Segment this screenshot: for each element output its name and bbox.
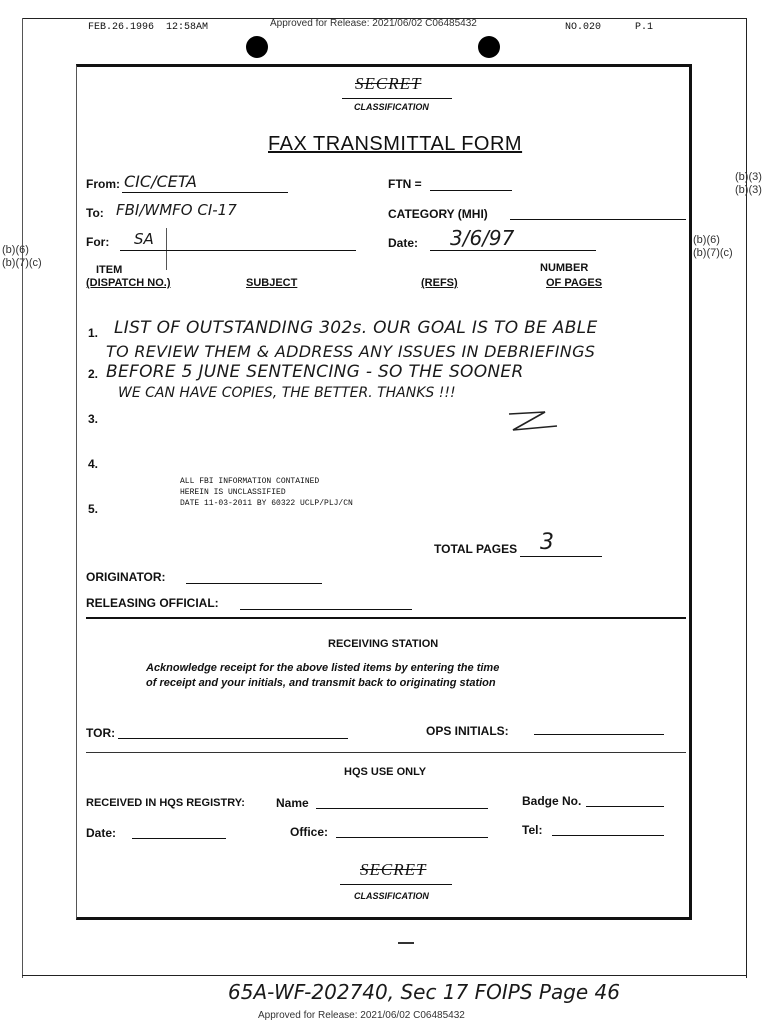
category-line [510,219,686,220]
receiving-instruction-1: Acknowledge receipt for the above listed items by entering the time [146,662,500,674]
hqs-badge-line [586,806,664,807]
footer-handwritten-reference: 65A-WF-202740, Sec 17 FOIPS Page 46 [228,980,621,1004]
ops-initials-label: OPS INITIALS: [426,724,509,738]
receiving-instruction-2: of receipt and your initials, and transmit back to originating station [146,677,496,689]
hqs-registry-label: RECEIVED IN HQS REGISTRY: [86,797,245,809]
from-label: From: [86,177,120,191]
from-value: CIC/CETA [124,172,197,191]
item-text: BEFORE 5 JUNE SENTENCING - SO THE SOONER [106,362,524,382]
releasing-official-label: RELEASING OFFICIAL: [86,596,219,610]
page-border-bottom [22,975,747,976]
ftn-label: FTN = [388,177,422,191]
release-stamp-bottom: Approved for Release: 2021/06/02 C06485432 [258,1010,465,1021]
fax-header [88,22,208,33]
item-number: 2. [88,367,99,381]
hqs-date-line [132,838,226,839]
releasing-official-line [240,609,412,610]
classification-stamp-bottom: SECRET [360,860,427,879]
hqs-office-label: Office: [290,825,329,839]
hqs-divider [86,752,686,753]
column-refs: (REFS) [421,277,458,289]
classification-stamp-top: SECRET [355,74,422,93]
column-pages: OF PAGES [546,277,603,289]
hqs-name-label: Name [276,796,309,810]
total-pages-line [520,556,602,557]
date-line [430,250,596,251]
hqs-name-line [316,808,488,809]
hqs-badge-label: Badge No. [522,794,582,808]
column-item: ITEM [96,264,123,276]
redaction-code-left: (b)(6) (b)(7)(c) [2,244,42,269]
hqs-date-label: Date: [86,826,117,840]
to-value: FBI/WMFO CI-17 [116,201,237,219]
page-border-left [22,18,23,978]
column-subject: SUBJECT [246,277,298,289]
fax-number: NO.020 [565,22,602,33]
date-value: 3/6/97 [450,226,515,250]
item-text: WE CAN HAVE COPIES, THE BETTER. THANKS !!! [118,385,456,401]
for-label: For: [86,235,110,249]
classification-line-top [342,98,452,99]
date-label: Date: [388,236,419,250]
column-number: NUMBER [540,262,589,274]
classification-label-top: CLASSIFICATION [354,102,429,112]
fbi-declassification-stamp: ALL FBI INFORMATION CONTAINED HEREIN IS UNCLASSIFIED DATE 11-03-2011 BY 60322 UCLP/PLJ/CN [180,477,353,508]
receiving-station-title: RECEIVING STATION [328,638,439,650]
dash-mark [398,942,414,944]
item-number: 1. [88,326,99,340]
item-number: 5. [88,502,99,516]
total-pages-value: 3 [540,530,554,555]
punch-hole-left [246,36,268,58]
section-divider [86,617,686,619]
item-number: 4. [88,457,99,471]
from-line [122,192,288,193]
hqs-tel-line [552,835,664,836]
total-pages-label: TOTAL PAGES [434,542,518,556]
category-label: CATEGORY (MHI) [388,207,488,221]
fax-time: 12:58AM [166,22,209,33]
ops-initials-line [534,734,664,735]
tor-label: TOR: [86,726,116,740]
fax-page: P.1 [635,22,654,33]
page-border-right [746,18,747,978]
hqs-tel-label: Tel: [522,823,543,837]
handwritten-mark [505,408,565,436]
ftn-line [430,190,512,191]
originator-label: ORIGINATOR: [86,570,166,584]
column-dispatch: (DISPATCH NO.) [86,277,171,289]
item-number: 3. [88,412,99,426]
redaction-code-top-right: (b)(3) (b)(3) [735,171,762,196]
for-value: SA [134,230,154,248]
classification-line-bottom [340,884,452,885]
form-title: FAX TRANSMITTAL FORM [268,133,523,155]
for-line [120,250,356,251]
punch-hole-right [478,36,500,58]
originator-line [186,583,322,584]
classification-label-bottom: CLASSIFICATION [354,891,429,901]
release-stamp-top: Approved for Release: 2021/06/02 C06485432 [270,18,477,29]
for-redaction-box [166,228,167,270]
hqs-title: HQS USE ONLY [344,766,427,778]
tor-line [118,738,348,739]
item-text: LIST OF OUTSTANDING 302s. OUR GOAL IS TO BE ABLE [114,318,598,338]
hqs-office-line [336,837,488,838]
item-text: TO REVIEW THEM & ADDRESS ANY ISSUES IN DEBRIEFINGS [106,342,596,361]
redaction-code-right: (b)(6) (b)(7)(c) [693,234,733,259]
fax-date: FEB.26.1996 [88,22,155,33]
to-label: To: [86,206,104,220]
